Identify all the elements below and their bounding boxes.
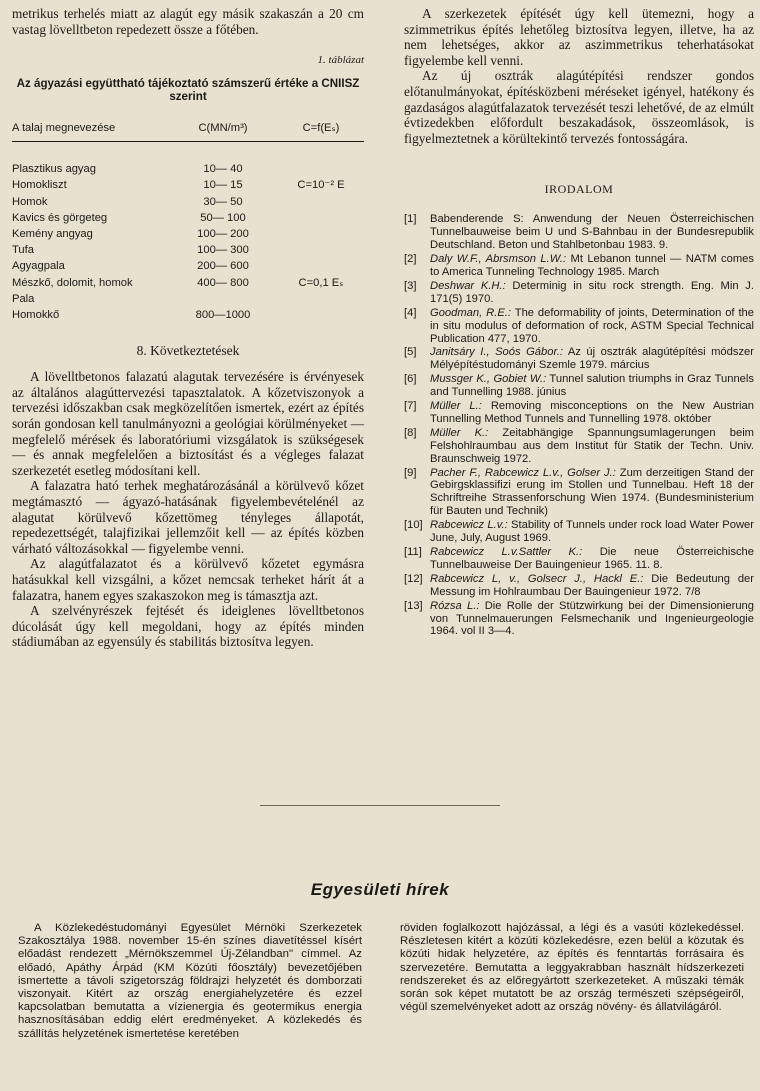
reference-text: Determinig in situ rock strength. Eng. Min J. 171(5) 1970. — [430, 279, 754, 305]
table-cell: 30— 50 — [203, 195, 243, 208]
conclusion-paragraph: A lövelltbetonos falazatú alagutak tervezésére is érvényesek az általános alagúttervezési tapasztalatok. A kőzetviszonyok a tervezési időszakban csak megközelítően ismertek, ezért az építés során gondosan kell tanulmányozni a geológiai körülményeket — megfelelő mérések és laboratóriumi vizsgálatok is szükségesek — és annak megfelelően a biztosítást és a végleges falazat szerkezetét esetleg módosítani kell. — [12, 369, 364, 478]
reference-author: Müller K.: — [430, 426, 489, 439]
reference-item — [404, 600, 754, 639]
header-c-value: C(MN/m³) — [168, 121, 278, 142]
reference-text: Babenderende S: Anwendung der Neuen Österreichischen Tunnelbauweise beim U und S-Bahnbau in der Bundesrepublik Deutschland. Beton und Stahlbetonbau 1983. 9. — [430, 213, 754, 252]
table-row — [12, 242, 364, 258]
table-cell: C=0,1 Eₛ — [298, 276, 344, 289]
table-cell: Mészkő, dolomit, homok — [12, 276, 133, 289]
reference-item — [404, 573, 754, 599]
reference-author: Rózsa L.: — [430, 599, 480, 612]
reference-text: Mt Lebanon tunnel — NATM comes to America Tunneling Technology 1985. March — [430, 253, 754, 278]
reference-item — [404, 519, 754, 545]
reference-number: [4] — [404, 306, 417, 319]
table-cell: Kavics és görgeteg — [12, 211, 108, 224]
reference-number: [3] — [404, 279, 417, 292]
table-cell: 100— 300 — [197, 244, 249, 257]
reference-author: Rabcewicz L.v.: — [430, 519, 508, 532]
reference-number: [7] — [404, 400, 417, 413]
reference-item — [404, 280, 754, 306]
table-cell: 10— 15 — [203, 179, 243, 192]
reference-list — [404, 213, 754, 638]
reference-item — [404, 213, 754, 252]
reference-text: Die Bedeutung der Messung im Hohlraumbau Der Bauingenieur 1972. 7/8 — [430, 572, 755, 598]
reference-author: Rabcewicz L.v.Sattler K.: — [430, 546, 583, 558]
reference-number: [10] — [404, 519, 423, 532]
intro-paragraph: metrikus terhelés miatt az alagút egy másik szakaszán a 20 cm vastag lövelltbeton repedezett össze a főtében. — [12, 6, 364, 37]
header-c-formula: C=f(Eₛ) — [278, 121, 364, 142]
table-cell — [278, 194, 364, 210]
references-heading: IRODALOM — [544, 182, 614, 197]
table-row — [12, 275, 364, 291]
reference-item — [404, 467, 754, 519]
reference-number: [9] — [404, 466, 417, 479]
table-cell — [278, 307, 364, 323]
table-row — [12, 210, 364, 226]
reference-author: Daly W.F., Abrsmson L.W.: — [430, 253, 567, 266]
reference-text: Removing misconceptions on the New Austrian Tunnelling Method Tunnels and Tunnelling 1978. október — [430, 400, 754, 425]
table-row — [12, 194, 364, 210]
body-paragraph: Az új osztrák alagútépítési rendszer gondos előtanulmányokat, építésközbeni méréseket igényel, hatékony és gazdaságos alagútfalazatok tervezését teszi lehetővé, de az elmúlt évtizedekben előfordult beszakadások, összeomlások, is figyelmeztetnek a körültekintő tervezés fontosságára. — [404, 68, 754, 146]
reference-text: The deformability of joints, Determination of the in situ modulus of deformation of rock, ASTM Special Technical Publication 477, 1970. — [430, 306, 754, 345]
table-row — [12, 291, 364, 307]
table-cell: Plasztikus agyag — [12, 163, 96, 176]
table-row — [12, 226, 364, 242]
reference-author: Goodman, R.E.: — [430, 306, 512, 319]
reference-number: [11] — [404, 546, 422, 558]
right-column — [404, 6, 754, 639]
table-row — [12, 258, 364, 274]
table-title: Az ágyazási együttható tájékoztató számszerű értéke a CNIISZ szerint — [16, 77, 360, 104]
table-cell: 10— 40 — [203, 163, 243, 176]
table-cell — [278, 226, 364, 242]
reference-text: Zum derzeitigen Stand der Gebirgsklassifizi erung im Stollen und Tunnelbau. Heft 18 der Schriftreihe Strassenforschung Wien 1974. (Bundesministerium für Bauten und Technik) — [430, 466, 754, 518]
table-number: 1. táblázat — [317, 54, 364, 67]
coefficient-table — [12, 121, 364, 323]
body-paragraph: A szerkezetek építését úgy kell ütemezni, hogy a szimmetrikus építés lehetőleg biztosítva legyen, illetve, ha az nem lehetséges, akkor az aszimmetrikus teherhatásokat figyelembe kell venni. — [404, 6, 754, 68]
table-cell — [278, 142, 364, 178]
reference-number: [2] — [404, 253, 417, 266]
conclusion-paragraph: A szelvényrészek fejtését és ideiglenes lövelltbetonos dúcolását úgy kell megoldani, hogy az építés minden stádiumában az egyensúly és stabilitás biztosítva legyen. — [12, 603, 364, 650]
reference-item — [404, 307, 754, 346]
reference-text: Az új osztrák alagútépítési módszer Mélyépítéstudományi Szemle 1979. március — [430, 346, 755, 372]
table-cell — [278, 210, 364, 226]
table-cell: Agyagpala — [12, 260, 65, 273]
table-row — [12, 307, 364, 323]
table-cell — [278, 258, 364, 274]
reference-text: Die neue Österreichische Tunnelbauweise Der Bauingenieur 1965. 11. 8. — [430, 546, 755, 571]
table-cell: Pala — [12, 292, 35, 305]
reference-author: Rabcewicz L, v., Golsecr J., Hackl E.: — [430, 572, 644, 585]
reference-number: [8] — [404, 426, 417, 439]
reference-item — [404, 546, 754, 572]
reference-item — [404, 253, 754, 279]
table-cell: 50— 100 — [200, 211, 246, 224]
news-paragraph-right: röviden foglalkozott hajózással, a légi és a vasúti közlekedéssel. Részletesen kitért a közúti közlekedésre, ezen belül a közutak és közúti hidak helyzetére, az építés és fenntartás forrásaira és szervezetére. Bemutatta a leggyakrabban használt hídszerkezeti rendszereket és az előregyártott szerkezeteket. A műszaki témák során sok képet mutatott be az ország természeti szépségeiről, végül szemelvényeket adott az ország növény- és állatvilágáról. — [400, 922, 744, 1014]
reference-number: [13] — [404, 599, 423, 612]
conclusion-paragraph: A falazatra ható terhek meghatározásánál a körülvevő kőzet megtámasztó — ágyazó-hatásának figyelembevételénél az alagutat körülvevő kőzettömeg tényleges állapotát, repedezettségét, talajfizikai jellemzőit kell — az építés közben várható változásokkal — figyelembe venni. — [12, 478, 364, 556]
table-cell: C=10⁻² E — [297, 179, 345, 192]
reference-author: Deshwar K.H.: — [430, 279, 506, 292]
news-paragraph-left: A Közlekedéstudományi Egyesület Mérnöki Szerkezetek Szakosztálya 1988. november 15-én színes diavetítéssel kísért előadást rendezett „Mérnökszemmel Új-Zélandban" címmel. Az előadó, Apáthy Árpád (KM Közúti főosztály) bevezetőjében ismertette a távoli szigetország földrajzi helyzetét és domborzati viszonyait. Kitért az ország energiahelyzetére és ezzel kapcsolatban bemutatta a vízienergia és geotermikus energia hasznosításában eddig elért eredményeket. A közlekedés és szállítás helyzetének ismertetése keretében — [18, 922, 362, 1040]
table-cell: 200— 600 — [197, 260, 249, 273]
reference-author: Pacher F., Rabcewicz L.v., Golser J.: — [430, 466, 616, 479]
conclusion-paragraph: Az alagútfalazatot és a körülvevő kőzetet egymásra hatásukkal kell vizsgálni, a kőzet nemcsak terheket hárít át a falazatra, hanem egyes szakaszokon meg is támasztja azt. — [12, 556, 364, 603]
reference-item — [404, 346, 754, 372]
reference-item — [404, 373, 754, 399]
reference-text: Stability of Tunnels under rock load Water Power June, July, August 1969. — [430, 519, 754, 545]
reference-number: [6] — [404, 373, 417, 386]
table-cell: 400— 800 — [197, 276, 249, 289]
reference-text: Tunnel salution triumphs in Graz Tunnels and Tunnelling 1988. június — [430, 373, 754, 399]
reference-number: [1] — [404, 213, 417, 226]
reference-author: Janitsáry I., Soós Gábor.: — [430, 346, 563, 359]
reference-author: Mussger K., Gobiet W.: — [430, 373, 547, 386]
table-cell: Homok — [12, 195, 48, 208]
table-row — [12, 142, 364, 178]
reference-number: [5] — [404, 346, 417, 359]
reference-text: Die Rolle der Stützwirkung bei der Dimensionierung von Tunnelmauerungen Felsmechanik und Ingenieurgeologie 1964. vol II 3—4. — [430, 599, 754, 638]
header-soil: A talaj megnevezése — [12, 121, 168, 142]
table-cell: 800—1000 — [195, 309, 251, 322]
reference-number: [12] — [404, 572, 423, 585]
left-column — [12, 6, 364, 650]
table-cell: Homokliszt — [12, 179, 67, 192]
table-cell — [168, 291, 278, 307]
table-cell: Tufa — [12, 244, 34, 257]
reference-item — [404, 400, 754, 426]
reference-author: Müller L.: — [430, 400, 482, 413]
table-cell: Kemény angyag — [12, 228, 93, 240]
table-cell — [278, 291, 364, 307]
table-cell — [278, 242, 364, 258]
news-heading: Egyesületi hírek — [310, 880, 450, 899]
section-title: 8. Következtetések — [136, 343, 240, 359]
table-row — [12, 177, 364, 193]
reference-item — [404, 427, 754, 466]
table-header-row — [12, 121, 364, 142]
table-cell: Homokkő — [12, 309, 60, 322]
section-divider — [260, 805, 500, 806]
table-cell: 100— 200 — [197, 228, 249, 240]
reference-text: Zeitabhängige Spannungsumlagerungen beim Felshohlraumbau aus dem Institut für Statik der Techn. Univ. Braunschweig 1972. — [430, 426, 754, 465]
